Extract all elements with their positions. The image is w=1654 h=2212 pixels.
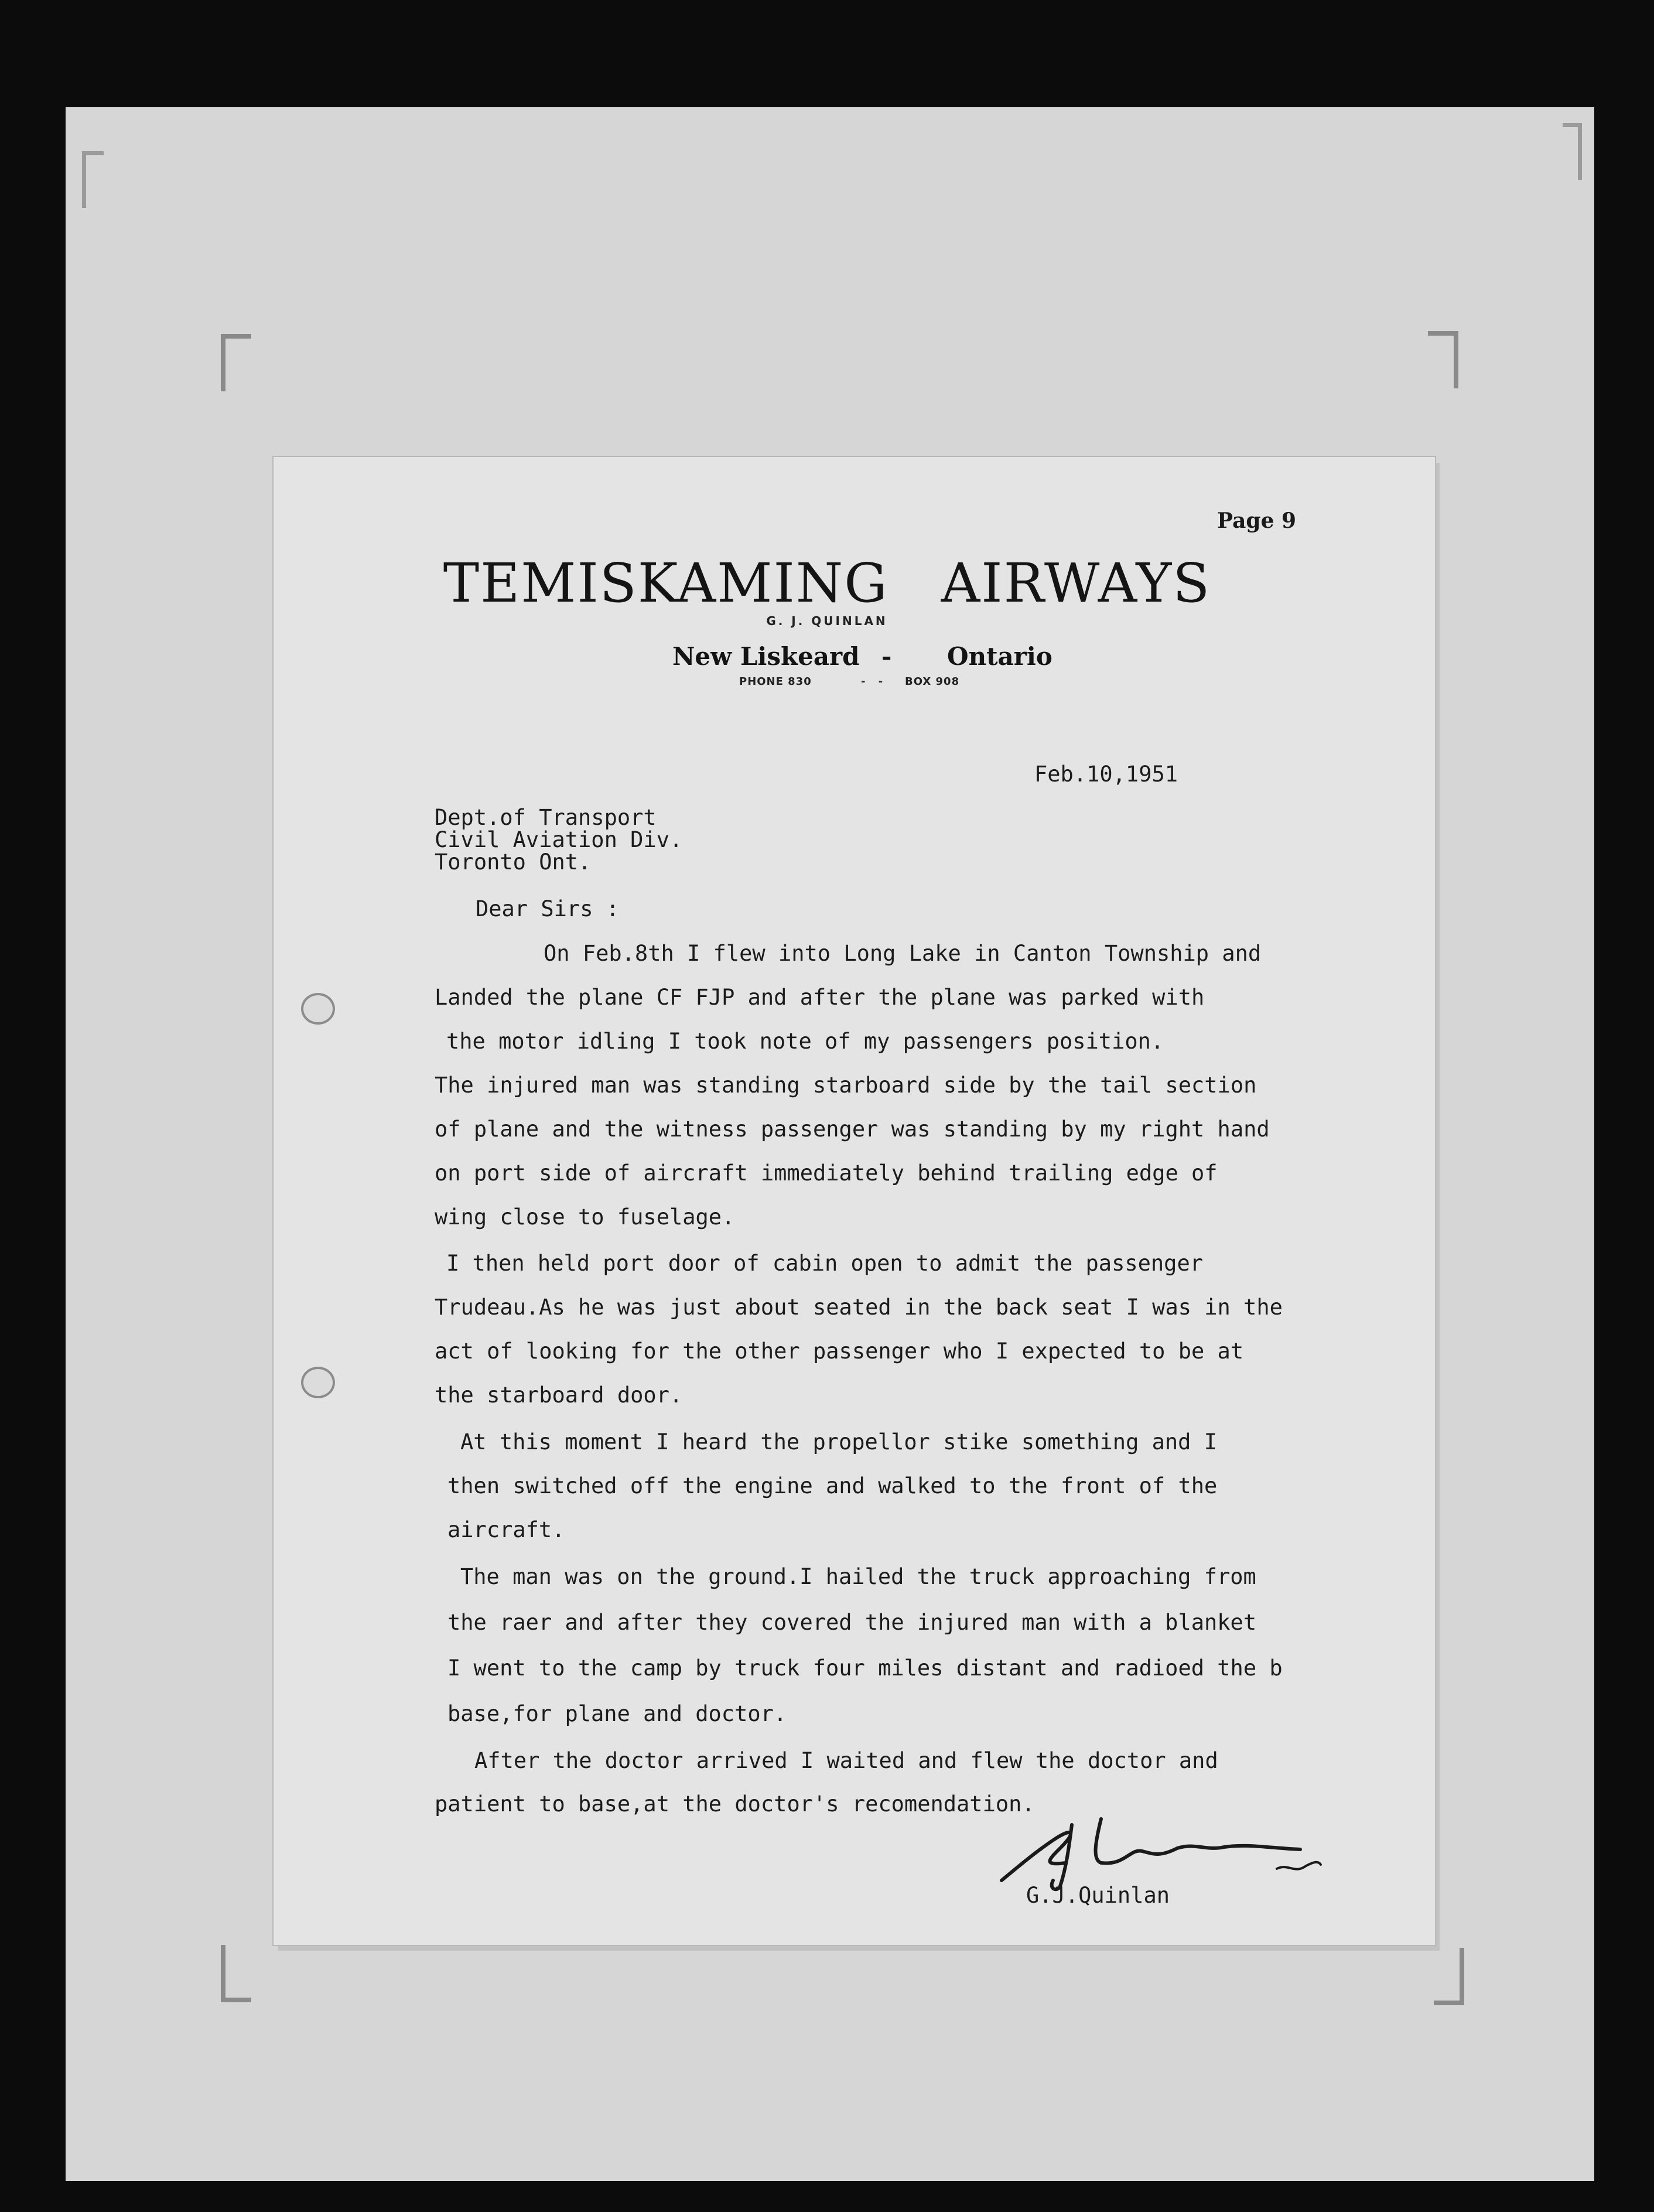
crop-mark-top-left xyxy=(221,334,251,391)
body-line: base,for plane and doctor. xyxy=(447,1701,787,1726)
address-line: Toronto Ont. xyxy=(435,849,592,875)
crop-mark-outer-top-left xyxy=(82,151,104,208)
body-line: act of looking for the other passenger who I expected to be at xyxy=(435,1339,1244,1364)
body-line: The man was on the ground.I hailed the truck approaching from xyxy=(460,1564,1256,1589)
handwritten-signature xyxy=(984,1807,1324,1895)
body-line: patient to base,at the doctor's recomendation. xyxy=(435,1791,1035,1817)
letterhead-box: BOX 908 xyxy=(905,675,960,688)
punch-hole-lower xyxy=(301,1367,335,1398)
letterhead-phone: PHONE 830 xyxy=(739,675,812,688)
body-line: Trudeau.As he was just about seated in the back seat I was in the xyxy=(435,1295,1283,1320)
salutation: Dear Sirs : xyxy=(476,896,620,921)
letterhead-contact-separator: - - xyxy=(861,675,888,688)
company-name-word-2: AIRWAYS xyxy=(941,552,1211,615)
body-line: Landed the plane CF FJP and after the plane was parked with xyxy=(435,985,1205,1010)
signature-typed-name: G.J.Quinlan xyxy=(1026,1883,1170,1908)
letter-date: Feb.10,1951 xyxy=(1034,762,1178,787)
address-line: Civil Aviation Div. xyxy=(435,827,683,852)
body-line: On Feb.8th I flew into Long Lake in Canton Township and xyxy=(544,941,1262,966)
crop-mark-bottom-right xyxy=(1434,1948,1464,2005)
letterhead-province: Ontario xyxy=(947,642,1052,671)
body-line: the raer and after they covered the injured man with a blanket xyxy=(447,1610,1257,1635)
body-line: At this moment I heard the propellor stike something and I xyxy=(460,1429,1218,1455)
body-line: After the doctor arrived I waited and flew the doctor and xyxy=(474,1748,1218,1773)
letterhead-separator: - xyxy=(881,642,892,671)
body-line: I then held port door of cabin open to admit the passenger xyxy=(446,1251,1204,1276)
owner-name: G. J. QUINLAN xyxy=(766,614,888,628)
body-line: The injured man was standing starboard side by the tail section xyxy=(435,1073,1257,1098)
body-line: on port side of aircraft immediately behind trailing edge of xyxy=(435,1160,1218,1186)
company-name-word-1: TEMISKAMING xyxy=(443,552,888,615)
page-number: Page 9 xyxy=(1217,508,1297,533)
crop-mark-bottom-left xyxy=(221,1945,251,2002)
body-line: of plane and the witness passenger was standing by my right hand xyxy=(435,1117,1270,1142)
crop-mark-top-right xyxy=(1428,331,1458,388)
company-name xyxy=(0,552,1654,615)
body-line: aircraft. xyxy=(447,1517,565,1542)
body-line: I went to the camp by truck four miles distant and radioed the b xyxy=(447,1655,1283,1681)
body-line: the starboard door. xyxy=(435,1383,683,1408)
punch-hole-upper xyxy=(301,993,335,1025)
address-line: Dept.of Transport xyxy=(435,805,657,830)
body-line: the motor idling I took note of my passengers position. xyxy=(446,1029,1164,1054)
crop-mark-outer-top-right xyxy=(1563,123,1582,180)
letterhead-city: New Liskeard xyxy=(672,642,860,671)
body-line: wing close to fuselage. xyxy=(435,1204,735,1230)
body-line: then switched off the engine and walked to the front of the xyxy=(447,1473,1218,1498)
